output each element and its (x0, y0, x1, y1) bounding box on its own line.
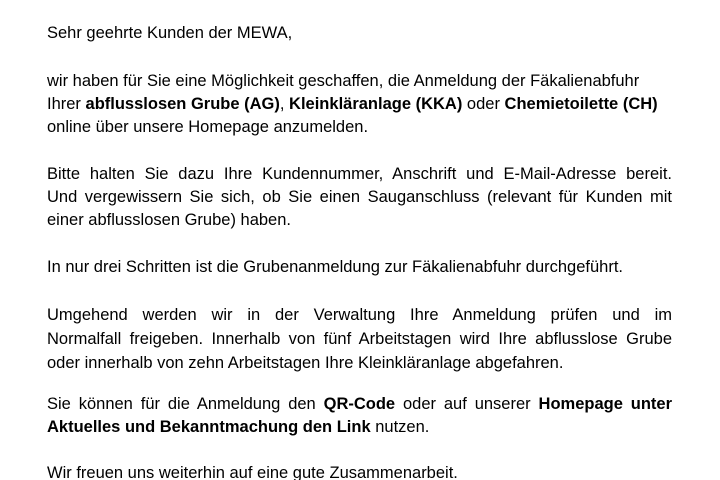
qr-text-1: Sie können für die Anmeldung den (47, 395, 324, 413)
prepare-line-2: Und vergewissern Sie sich, ob Sie einen Sauganschluss (relevant für Kunden mit (47, 188, 672, 206)
process-paragraph (47, 303, 672, 375)
prepare-paragraph (47, 163, 672, 232)
intro-line-3: online über unsere Homepage anzumelden. (47, 118, 369, 136)
qr-text-2: oder auf unserer (395, 395, 539, 413)
intro-text-2: Ihrer (47, 95, 86, 113)
intro-line-1: wir haben für Sie eine Möglichkeit geschaffen, die Anmeldung der Fäkalienabfuhr (47, 72, 640, 90)
qr-bold-qrcode: QR-Code (323, 395, 396, 413)
steps-paragraph (47, 256, 672, 279)
intro-line-2 (47, 93, 672, 116)
qr-bold-link: Aktuelles und Bekanntmachung den Link (47, 418, 371, 436)
prepare-line-3: einer abflusslosen Grube) haben. (47, 211, 291, 229)
steps-text: In nur drei Schritten ist die Grubenanmeldung zur Fäkalienabfuhr durchgeführt. (47, 258, 623, 276)
closing-text: Wir freuen uns weiterhin auf eine gute Zusammenarbeit. (47, 464, 458, 480)
letter-greeting (47, 22, 672, 45)
process-line-1: Umgehend werden wir in der Verwaltung Ihre Anmeldung prüfen und im (47, 306, 672, 324)
qr-text-3: nutzen. (370, 418, 430, 436)
qr-line-2 (47, 416, 672, 439)
intro-text-3: , (279, 95, 290, 113)
intro-bold-kka: Kleinkläranlage (KKA) (289, 95, 463, 113)
prepare-line-1: Bitte halten Sie dazu Ihre Kundennummer, Anschrift und E-Mail-Adresse bereit. (47, 165, 672, 183)
intro-bold-ch: Chemietoilette (CH) (504, 95, 658, 113)
qr-bold-homepage: Homepage unter (538, 395, 673, 413)
intro-bold-ag: abflusslosen Grube (AG) (85, 95, 280, 113)
qr-paragraph (47, 393, 672, 439)
process-line-2: Normalfall freigeben. Innerhalb von fünf Arbeitstagen wird Ihre abflusslose Grube (47, 330, 672, 348)
greeting-text: Sehr geehrte Kunden der MEWA, (47, 24, 293, 42)
closing-paragraph (47, 462, 672, 480)
intro-text-4: oder (462, 95, 505, 113)
intro-paragraph (47, 70, 672, 139)
process-line-3: oder innerhalb von zehn Arbeitstagen Ihre Kleinkläranlage abgefahren. (47, 354, 564, 372)
qr-line-1 (47, 393, 672, 416)
